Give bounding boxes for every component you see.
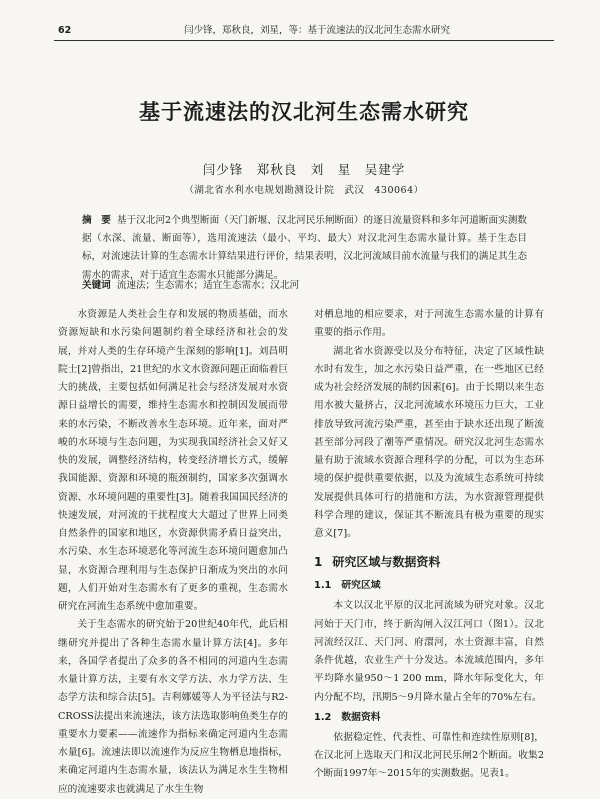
section-heading (314, 553, 544, 571)
keywords-text: 流速法；生态需水；适宜生态需水；汉北河 (116, 280, 300, 291)
keywords-block (82, 278, 527, 294)
body-paragraph: 湖北省水资源受以及分布特征，决定了区域性缺水时有发生，加之水污染日益严重，在一些地区已经成为社会经济发展的制约因素[6]。由于长期以来生态用水被大量挤占，汉北河流域水环境压力巨大，工业排放导致河流污染严重，甚至由于缺水还出现了断流甚至部分河段了潮等严重情况。研究汉北河生态需水量有助于流域水资源合理科学的分配，可以为生态环境的保护提供重要依据，以及为流域生态系统可持续发展提供具体可行的措施和方法，为水资源管理提供科学合理的建议，保证其不断流具有极为重要的现实意义[7]。 (314, 345, 544, 539)
body-paragraph: 本文以汉北平原的汉北河流域为研究对象。汉北河始于天门市，终于新沟闸入汉江河口（图1）。汉北河流经汉江、天门河、府澴河，水土资源丰富，自然条件优越，农业生产十分发达。本流域范围内，多年平均降水量950～1 200 mm，降水年际变化大，年内分配不均，汛期5～9月降水量占全年的70%左右。 (314, 600, 544, 703)
paper-title: 基于流速法的汉北河生态需水研究 (139, 100, 469, 124)
subsection-heading (314, 709, 544, 727)
running-header (54, 22, 554, 41)
author-list: 闫少锋 郑秋良 刘 星 吴建学 (202, 162, 406, 177)
affiliation: （湖北省水利水电规划勘测设计院 武汉 430064） (184, 185, 424, 196)
keywords-label: 关键词 (82, 280, 111, 291)
subsection-heading (314, 577, 544, 595)
body-paragraph: 关于生态需水的研究始于20世纪40年代，此后相继研究并提出了各种生态需水量计算方法[4]。多年来，各国学者提出了众多的各不相同的河道内生态需水量计算方法，主要有水文学方法、水力学方法、生态学方法和综合法[5]。吉利娜媛等人为平径法与R2-CROSS法提出来流速法，该方法选取影响鱼类生存的重要水力要素——流速作为指标来确定河道内生态需水量[6]。流速法即以流速作为反应生物栖息地指标，来确定河道内生态需水量，该法认为满足水生生物相应的流速要求也就满足了水生生物 (58, 619, 288, 795)
subsection-title: 研究区域 (341, 580, 381, 592)
body-paragraph: 对栖息地的相应要求，对于河流生态需水量的计算有重要的指示作用。 (314, 309, 544, 339)
body-paragraph: 水资源是人类社会生存和发展的物质基础，而水资源短缺和水污染问题制约着全球经济和社会的发展，并对人类的生存环境产生深刻的影响[1]。刘昌明院士[2]曾指出，21世纪的水文水资源问题正面临着巨大的挑战，主要包括如何满足社会与经济发展对水资源日益增长的需要，维持生态需水和控制因发展而带来的水污染，不断改善水生态环境。近年来，面对严峻的水环境与生态问题，为实现我国经济社会又好又快的发展，调整经济结构，转变经济增长方式，缓解我国能源、资源和环境的瓶颈制约，国家多次强调水资源、水环境问题的重要性[3]。随着我国国民经济的快速发展，对河流的干扰程度大大超过了世界上同类自然条件的国家和地区，水资源供需矛盾日益突出，水污染、水生态环境恶化等河流生态环境问题愈加凸显，水资源合理利用与生态保护日渐成为突出的水问题，人们开始对生态需水有了更多的重视，生态需水研究在河流生态系统中愈加重要。 (58, 309, 288, 612)
subsection-number: 1.2 (314, 711, 332, 723)
subsection-number: 1.1 (314, 580, 332, 592)
page-number: 62 (58, 25, 72, 36)
subsection-title: 数据资料 (341, 711, 381, 723)
abstract-label: 摘 要 (82, 215, 111, 226)
abstract-block (82, 212, 527, 285)
body-paragraph: 依据稳定性、代表性、可靠性和连续性原则[8]，在汉北河上选取天门和汉北河民乐闸2个断面。收集2个断面1997年～2015年的实测数据。见表1。 (314, 731, 544, 780)
left-column (58, 306, 288, 799)
running-title: 闫少锋，郑秋良，刘星，等：基于流速法的汉北河生态需水研究 (184, 25, 451, 36)
section-number: 1 (314, 555, 323, 570)
abstract-text: 基于汉北河2个典型断面（天门新堰、汉北河民乐闸断面）的逐日流量资料和多年河道断面实测数据（水深、流量、断面等），选用流速法（最小、平均、最大）对汉北河生态需水量计算。基于生态目标，对流速法计算的生态需水计算结果进行评价，结果表明，汉北河流域目前水流量与我们的满足其生态需水的需求，对于适宜生态需水只能部分满足。 (82, 215, 527, 281)
right-column (314, 306, 544, 784)
section-title: 研究区域与数据资料 (332, 555, 441, 570)
